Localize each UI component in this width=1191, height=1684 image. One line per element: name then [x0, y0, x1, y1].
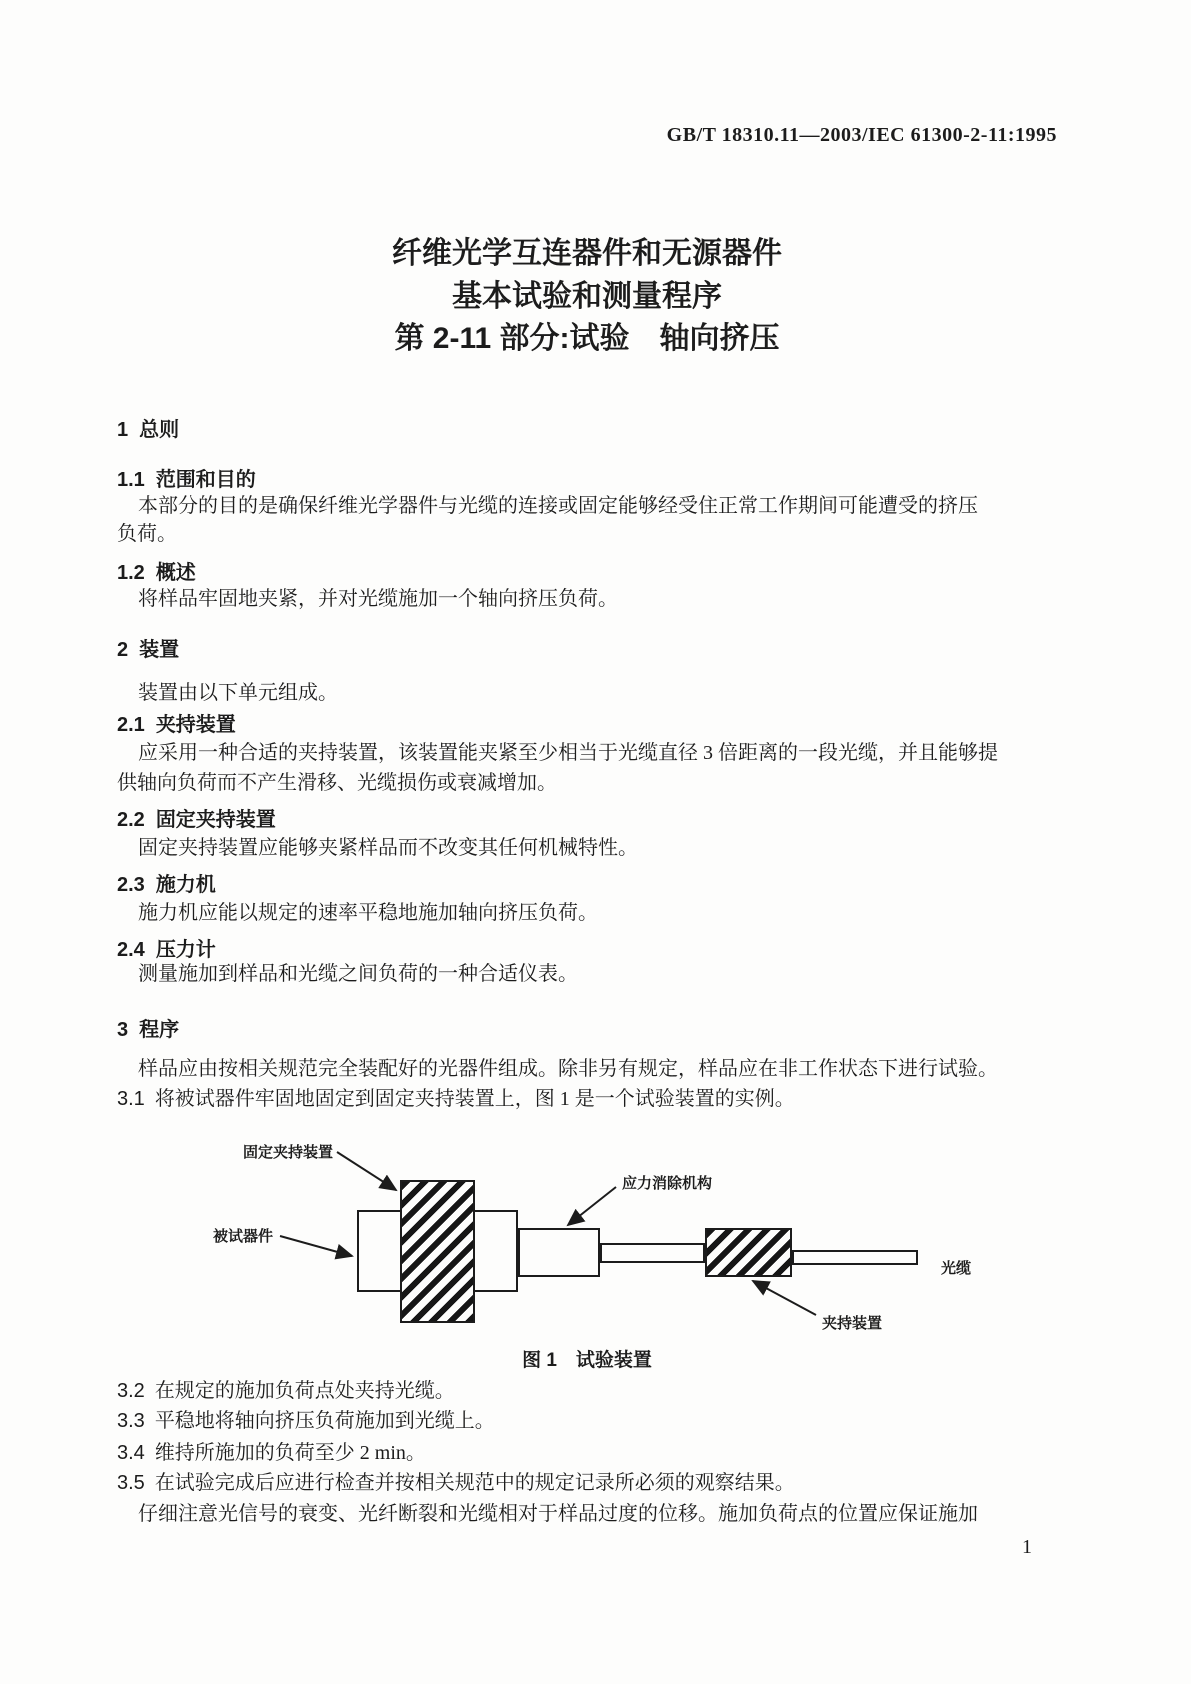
item-text: 在规定的施加负荷点处夹持光缆。	[154, 1380, 455, 1402]
section-heading-2-1	[117, 708, 1057, 737]
item-text: 维持所施加的负荷至少 2 min。	[154, 1442, 426, 1464]
page-number: 1	[1022, 1536, 1032, 1558]
item-text: 将被试器件牢固地固定到固定夹持装置上，图 1 是一个试验装置的实例。	[154, 1088, 795, 1110]
section-number: 3	[117, 1019, 129, 1041]
section-number: 2.3	[117, 874, 145, 896]
arrow-dut	[280, 1236, 352, 1256]
section-number: 1.1	[117, 469, 145, 491]
section-title: 范围和目的	[155, 469, 256, 491]
arrow-fixed-clamp	[337, 1152, 396, 1190]
item-number: 3.4	[117, 1442, 145, 1464]
diagram-clamp-block	[705, 1228, 792, 1277]
section-number: 2	[117, 639, 129, 661]
procedure-item-3-3	[117, 1408, 1059, 1434]
figure-label-strain-relief: 应力消除机构	[622, 1175, 713, 1192]
item-text: 在试验完成后应进行检查并按相关规范中的规定记录所必须的观察结果。	[154, 1472, 795, 1494]
section-heading-2-2	[117, 803, 1057, 832]
paragraph-line: 施力机应能以规定的速率平稳地施加轴向挤压负荷。	[138, 902, 598, 924]
paragraph-line: 装置由以下单元组成。	[138, 682, 338, 704]
figure-label-clamp: 夹持装置	[822, 1315, 883, 1332]
section-heading-1	[117, 413, 1057, 442]
section-heading-2	[117, 633, 1057, 662]
section-title: 总则	[139, 419, 180, 441]
item-text: 平稳地将轴向挤压负荷施加到光缆上。	[154, 1410, 495, 1432]
paragraph-line: 负荷。	[117, 523, 177, 545]
paragraph-line: 本部分的目的是确保纤维光学器件与光缆的连接或固定能够经受住正常工作期间可能遭受的挤压	[138, 495, 978, 517]
paragraph-line: 固定夹持装置应能够夹紧样品而不改变其任何机械特性。	[138, 837, 638, 859]
section-number: 1.2	[117, 562, 145, 584]
section-heading-1-1	[117, 463, 1057, 492]
item-number: 3.1	[117, 1088, 145, 1110]
procedure-item-3-1	[117, 1086, 1059, 1112]
section-heading-1-2	[117, 556, 1057, 585]
paragraph-line: 测量施加到样品和光缆之间负荷的一种合适仪表。	[138, 963, 578, 985]
item-number: 3.3	[117, 1410, 145, 1432]
arrow-strain-relief	[568, 1187, 616, 1225]
section-title: 程序	[139, 1019, 180, 1041]
diagram-fixed-clamp-block	[400, 1180, 475, 1323]
section-number: 2.4	[117, 939, 145, 961]
section-title: 概述	[155, 562, 196, 584]
figure-label-dut: 被试器件	[213, 1228, 274, 1245]
section-title: 施力机	[155, 874, 216, 896]
figure-label-cable: 光缆	[941, 1260, 972, 1277]
figure-caption: 图 1 试验装置	[522, 1350, 652, 1371]
doc-title-line-3: 第 2-11 部分:试验 轴向挤压	[394, 322, 780, 355]
section-title: 压力计	[155, 939, 216, 961]
paragraph-line: 样品应由按相关规范完全装配好的光器件组成。除非另有规定，样品应在非工作状态下进行试验。	[138, 1058, 998, 1080]
section-number: 2.1	[117, 714, 145, 736]
section-heading-3	[117, 1013, 1057, 1042]
standard-code-header: GB/T 18310.11—2003/IEC 61300-2-11:1995	[666, 124, 1057, 146]
diagram-cable-rod	[792, 1250, 918, 1265]
figure-label-fixed-clamp: 固定夹持装置	[243, 1144, 334, 1161]
item-number: 3.2	[117, 1380, 145, 1402]
section-heading-2-3	[117, 868, 1057, 897]
procedure-item-3-4	[117, 1440, 1059, 1466]
section-number: 2.2	[117, 809, 145, 831]
doc-title-line-2: 基本试验和测量程序	[452, 280, 722, 313]
item-number: 3.5	[117, 1472, 145, 1494]
paragraph-line: 将样品牢固地夹紧，并对光缆施加一个轴向挤压负荷。	[138, 588, 618, 610]
arrow-clamp	[753, 1281, 816, 1315]
section-title: 装置	[139, 639, 180, 661]
paragraph-line: 仔细注意光信号的衰变、光纤断裂和光缆相对于样品过度的位移。施加负荷点的位置应保证施加	[138, 1503, 978, 1525]
procedure-item-3-5	[117, 1470, 1059, 1496]
doc-title-line-1: 纤维光学互连器件和无源器件	[392, 237, 782, 270]
procedure-item-3-2	[117, 1378, 1059, 1404]
section-title: 夹持装置	[155, 714, 236, 736]
diagram-strain-relief	[518, 1228, 600, 1277]
section-heading-2-4	[117, 933, 1057, 962]
paragraph-line: 应采用一种合适的夹持装置，该装置能夹紧至少相当于光缆直径 3 倍距离的一段光缆，并且能够提	[138, 742, 998, 764]
paragraph-line: 供轴向负荷而不产生滑移、光缆损伤或衰减增加。	[117, 772, 557, 794]
diagram-connecting-rod	[600, 1243, 705, 1263]
section-number: 1	[117, 419, 129, 441]
section-title: 固定夹持装置	[155, 809, 276, 831]
